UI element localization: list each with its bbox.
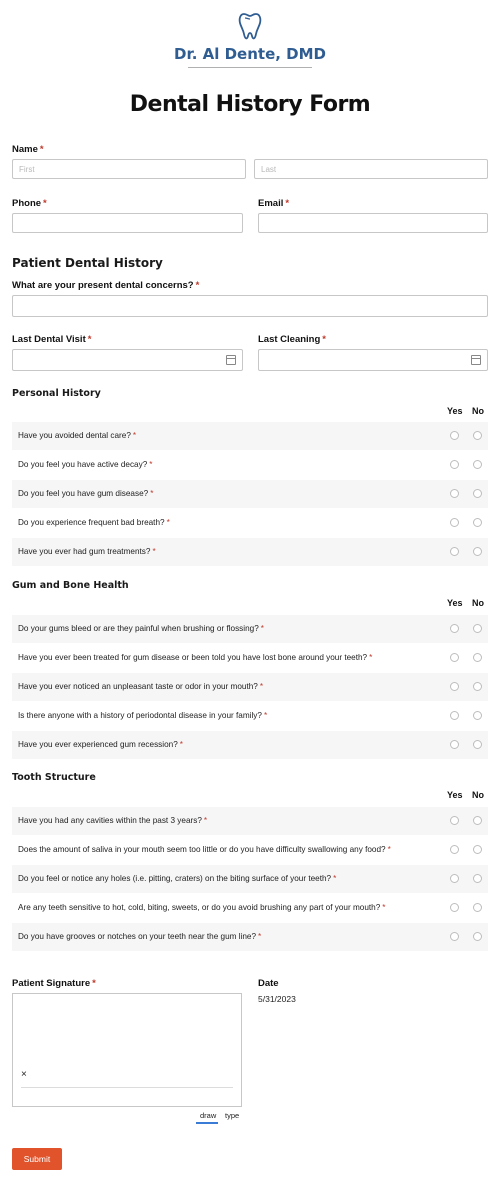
no-radio[interactable] <box>473 624 482 633</box>
question-label: Have you ever noticed an unpleasant taste or odor in your mouth? * <box>18 682 264 691</box>
question-label: Do you feel you have gum disease? * <box>18 489 154 498</box>
no-radio[interactable] <box>473 711 482 720</box>
question-label: Have you had any cavities within the past 3 years? * <box>18 816 208 825</box>
matrix-row <box>12 865 488 893</box>
submit-button[interactable]: Submit <box>12 1148 62 1170</box>
no-radio[interactable] <box>473 653 482 662</box>
email-label: Email * <box>258 198 290 209</box>
question-label: Have you ever been treated for gum disease or been told you have lost bone around your teeth? * <box>18 653 373 662</box>
no-radio[interactable] <box>473 518 482 527</box>
matrix-header-yes: Yes <box>447 598 463 608</box>
matrix-header-yes: Yes <box>447 790 463 800</box>
question-label: Do your gums bleed or are they painful when brushing or flossing? * <box>18 624 264 633</box>
concerns-label: What are your present dental concerns? * <box>12 280 200 291</box>
question-label: Do you have grooves or notches on your teeth near the gum line? * <box>18 932 262 941</box>
matrix-row <box>12 422 488 450</box>
signature-x-mark: × <box>21 1069 27 1080</box>
matrix-row <box>12 673 488 701</box>
brand-name: Dr. Al Dente, DMD <box>174 45 326 63</box>
question-label: Have you avoided dental care? * <box>18 431 137 440</box>
phone-label: Phone * <box>12 198 47 209</box>
yes-radio[interactable] <box>450 653 459 662</box>
yes-radio[interactable] <box>450 518 459 527</box>
matrix-row <box>12 807 488 835</box>
date-label: Date <box>258 978 279 989</box>
tab-draw-underline <box>196 1122 218 1124</box>
matrix-row <box>12 731 488 759</box>
no-radio[interactable] <box>473 460 482 469</box>
yes-radio[interactable] <box>450 932 459 941</box>
tab-type[interactable]: type <box>225 1111 240 1120</box>
matrix-row <box>12 538 488 566</box>
yes-radio[interactable] <box>450 624 459 633</box>
matrix-header-yes: Yes <box>447 406 463 416</box>
matrix-header-no: No <box>472 406 484 416</box>
section-heading-gum-bone: Gum and Bone Health <box>12 580 129 591</box>
no-radio[interactable] <box>473 845 482 854</box>
tooth-icon <box>238 12 262 42</box>
section-heading-dental-history: Patient Dental History <box>12 256 163 270</box>
yes-radio[interactable] <box>450 740 459 749</box>
yes-radio[interactable] <box>450 711 459 720</box>
question-label: Do you experience frequent bad breath? * <box>18 518 170 527</box>
no-radio[interactable] <box>473 682 482 691</box>
last-visit-label: Last Dental Visit * <box>12 334 92 345</box>
last-visit-date-input[interactable] <box>12 349 243 371</box>
matrix-row <box>12 509 488 537</box>
no-radio[interactable] <box>473 431 482 440</box>
matrix-row <box>12 644 488 672</box>
yes-radio[interactable] <box>450 874 459 883</box>
no-radio[interactable] <box>473 740 482 749</box>
no-radio[interactable] <box>473 903 482 912</box>
question-label: Have you ever had gum treatments? * <box>18 547 156 556</box>
calendar-icon[interactable] <box>226 355 236 365</box>
yes-radio[interactable] <box>450 903 459 912</box>
question-label: Are any teeth sensitive to hot, cold, biting, sweets, or do you avoid brushing any part of your mouth? * <box>18 903 386 912</box>
question-label: Have you ever experienced gum recession? * <box>18 740 183 749</box>
concerns-input[interactable] <box>12 295 488 317</box>
signature-line <box>21 1087 233 1088</box>
question-label: Do you feel or notice any holes (i.e. pitting, craters) on the biting surface of your teeth? * <box>18 874 337 883</box>
date-value: 5/31/2023 <box>258 994 296 1004</box>
yes-radio[interactable] <box>450 547 459 556</box>
last-name-input[interactable]: Last <box>254 159 488 179</box>
tab-draw[interactable]: draw <box>200 1111 217 1120</box>
logo <box>0 12 500 68</box>
page-title: Dental History Form <box>129 92 371 117</box>
name-label: Name * <box>12 144 44 155</box>
section-heading-tooth-structure: Tooth Structure <box>12 772 96 783</box>
no-radio[interactable] <box>473 874 482 883</box>
yes-radio[interactable] <box>450 816 459 825</box>
last-cleaning-date-input[interactable] <box>258 349 488 371</box>
matrix-row <box>12 923 488 951</box>
matrix-row <box>12 451 488 479</box>
yes-radio[interactable] <box>450 682 459 691</box>
signature-label: Patient Signature * <box>12 978 96 989</box>
matrix-row <box>12 702 488 730</box>
no-radio[interactable] <box>473 932 482 941</box>
matrix-row <box>12 894 488 922</box>
matrix-row <box>12 480 488 508</box>
matrix-row <box>12 836 488 864</box>
section-heading-personal-history: Personal History <box>12 388 101 399</box>
matrix-header-no: No <box>472 790 484 800</box>
question-label: Is there anyone with a history of periodontal disease in your family? * <box>18 711 268 720</box>
signature-pad[interactable] <box>12 993 242 1107</box>
yes-radio[interactable] <box>450 845 459 854</box>
matrix-header-no: No <box>472 598 484 608</box>
question-label: Do you feel you have active decay? * <box>18 460 153 469</box>
no-radio[interactable] <box>473 489 482 498</box>
last-cleaning-label: Last Cleaning * <box>258 334 326 345</box>
first-name-input[interactable]: First <box>12 159 246 179</box>
question-label: Does the amount of saliva in your mouth seem too little or do you have difficulty swallowing any food? * <box>18 845 391 854</box>
brand-divider <box>188 67 312 68</box>
yes-radio[interactable] <box>450 431 459 440</box>
yes-radio[interactable] <box>450 460 459 469</box>
no-radio[interactable] <box>473 816 482 825</box>
phone-input[interactable] <box>12 213 243 233</box>
no-radio[interactable] <box>473 547 482 556</box>
matrix-row <box>12 615 488 643</box>
calendar-icon[interactable] <box>471 355 481 365</box>
yes-radio[interactable] <box>450 489 459 498</box>
email-input[interactable] <box>258 213 488 233</box>
